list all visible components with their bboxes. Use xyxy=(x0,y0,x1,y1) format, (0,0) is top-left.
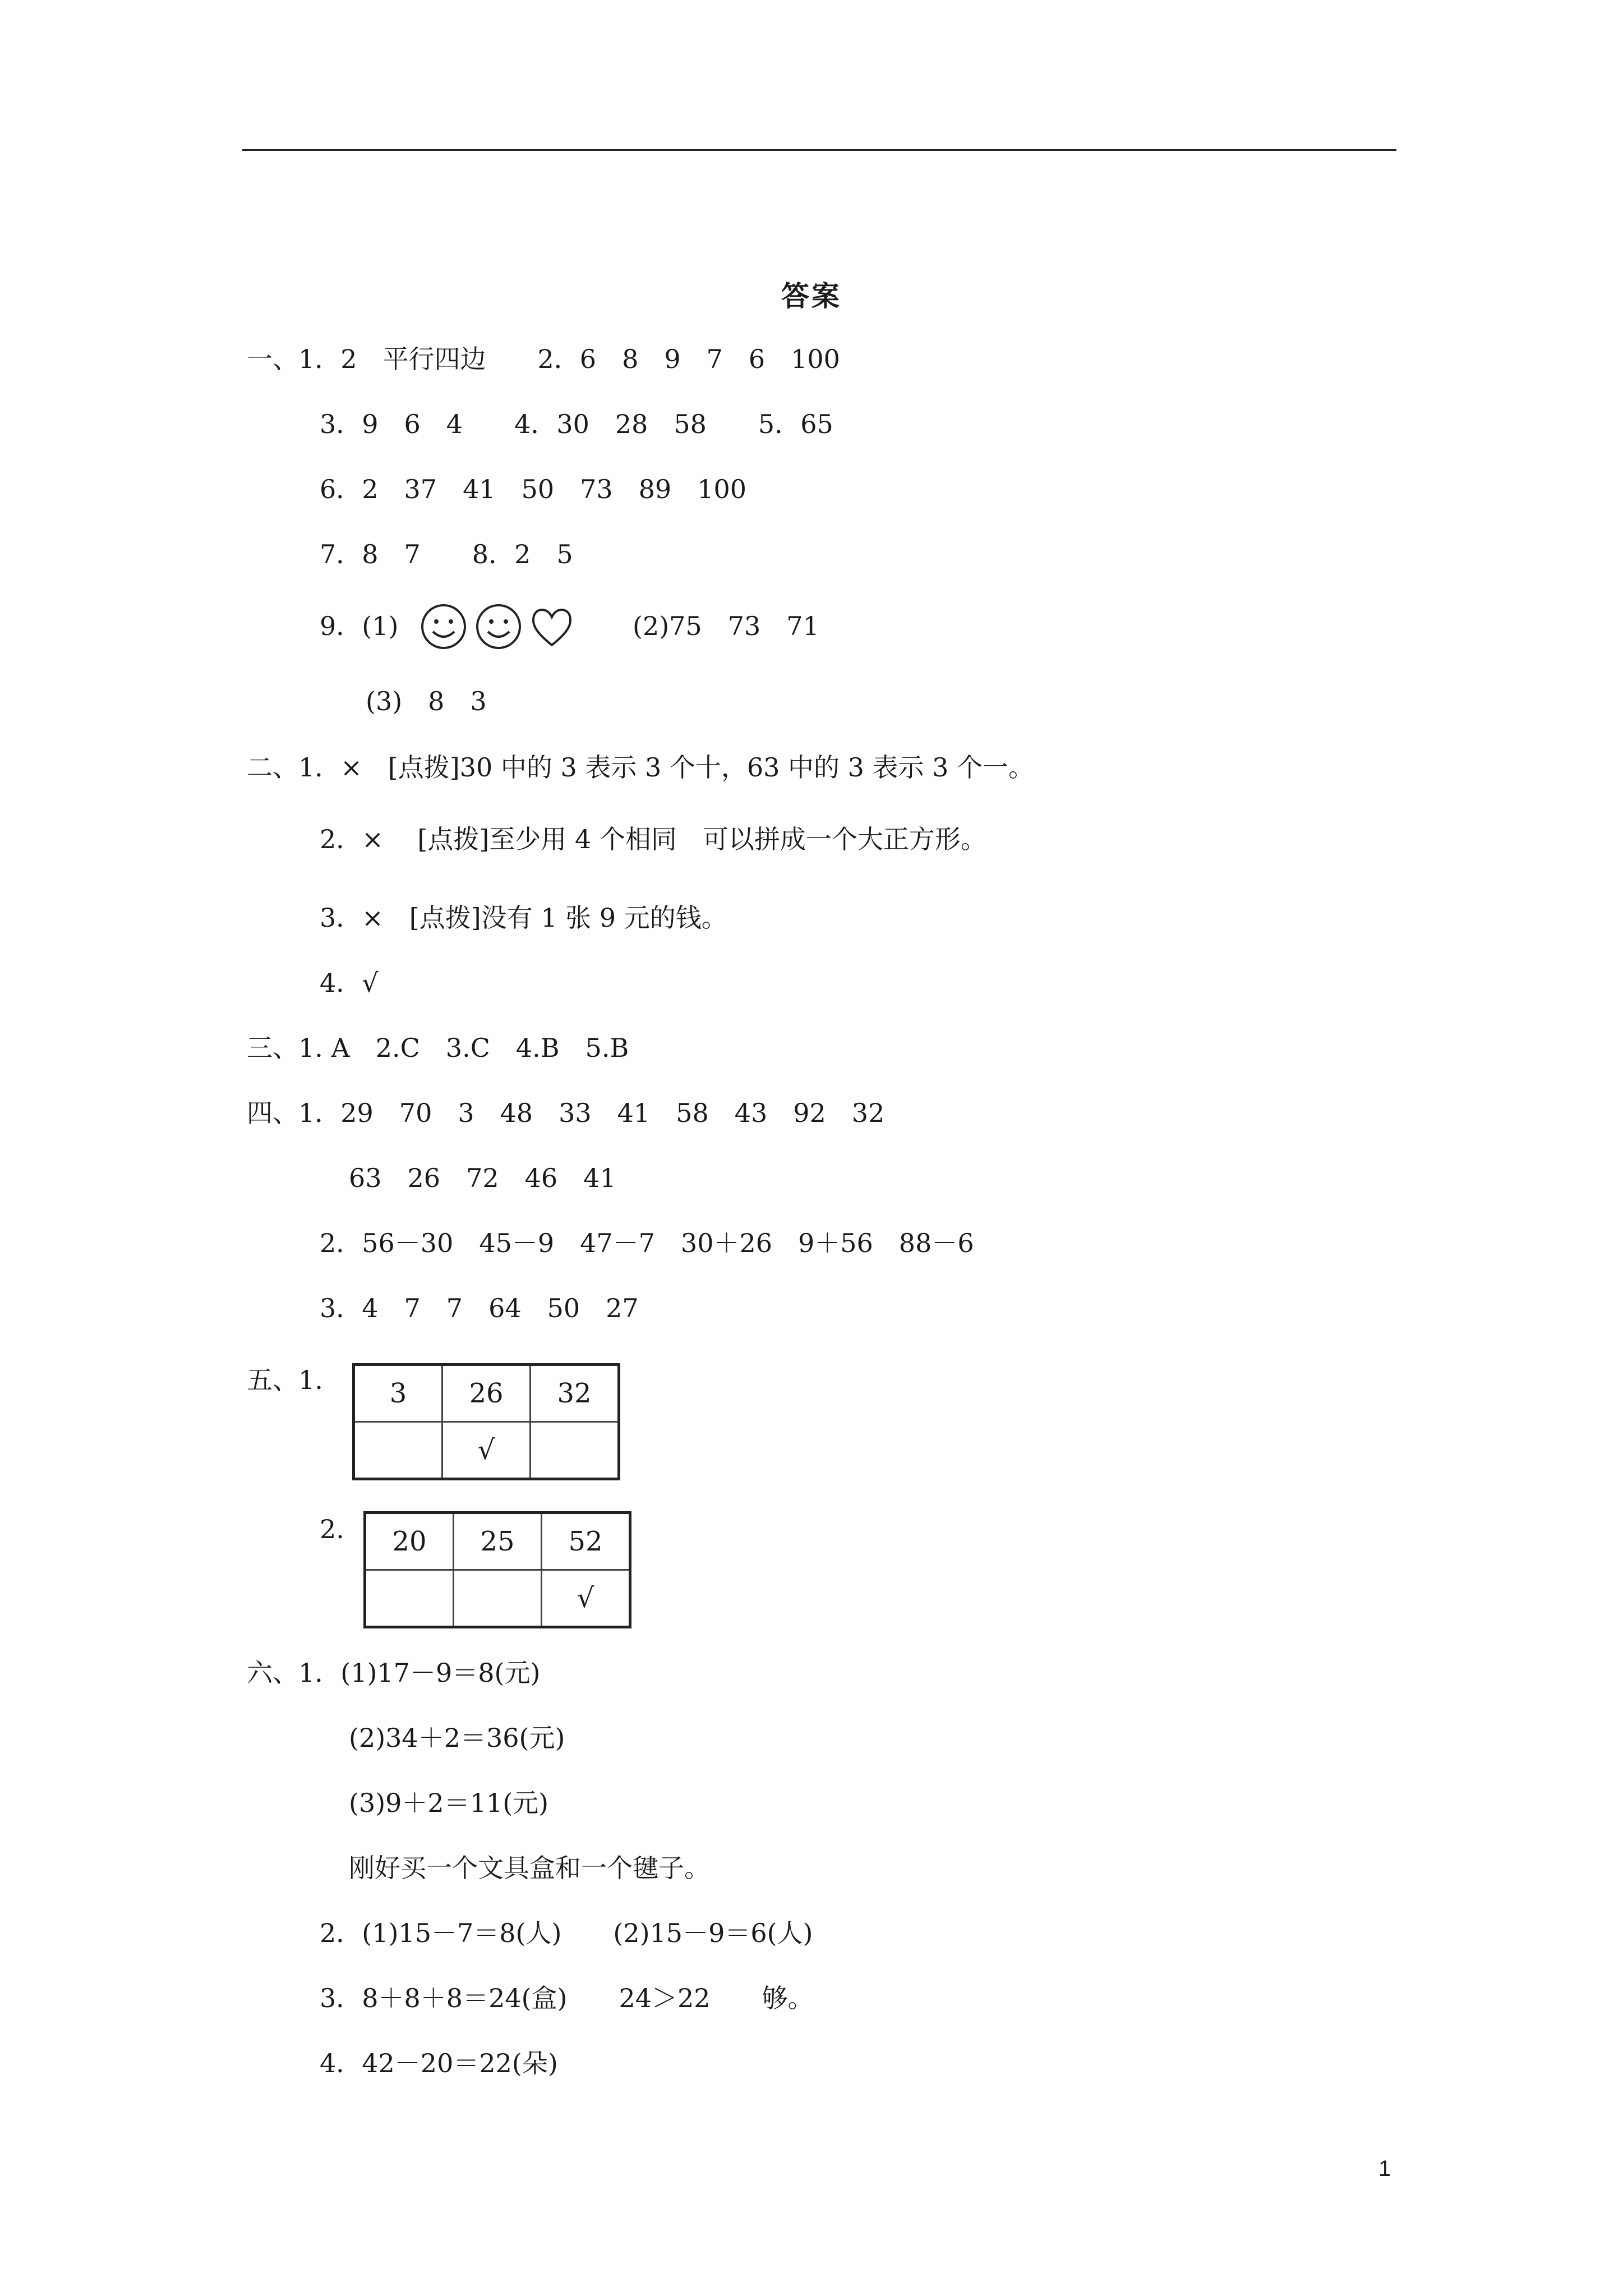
table-cell xyxy=(454,1570,542,1627)
answer-line-6-1c: (3)9＋2＝11(元) xyxy=(349,1788,549,1818)
answer-table-1 xyxy=(352,1363,620,1480)
answer-line-6-1a: 六、1．(1)17－9＝8(元) xyxy=(247,1658,541,1688)
answer-9-icons xyxy=(419,602,574,651)
table-cell xyxy=(531,1422,619,1479)
table-cell: 26 xyxy=(442,1365,531,1422)
table-cell: 20 xyxy=(365,1513,454,1570)
page-number: 1 xyxy=(1378,2156,1391,2181)
answer-label-5-2: 2. xyxy=(320,1514,344,1544)
table-row xyxy=(354,1365,619,1422)
answer-line-1-3: 3．9 6 4 4．30 28 58 5．65 xyxy=(320,409,833,439)
table-cell: 25 xyxy=(454,1513,542,1570)
answer-line-1-7: 7．8 7 8．2 5 xyxy=(320,539,573,569)
table-cell xyxy=(354,1422,442,1479)
table-cell: 3 xyxy=(354,1365,442,1422)
answer-line-6-1b: (2)34＋2＝36(元) xyxy=(349,1723,565,1753)
answer-line-1-9a: 9．(1) xyxy=(320,611,399,641)
table-cell: 32 xyxy=(531,1365,619,1422)
answer-line-1-6: 6．2 37 41 50 73 89 100 xyxy=(320,474,746,504)
answer-line-1-1: 一、1．2 平行四边 2．6 8 9 7 6 100 xyxy=(247,344,840,374)
table-row xyxy=(354,1422,619,1479)
table-cell: √ xyxy=(442,1422,531,1479)
answer-line-4-1a: 四、1．29 70 3 48 33 41 58 43 92 32 xyxy=(247,1098,885,1128)
answer-line-1-9c: (3) 8 3 xyxy=(366,686,487,716)
answer-line-6-1d: 刚好买一个文具盒和一个毽子。 xyxy=(349,1853,710,1883)
answer-line-6-3: 3．8＋8＋8＝24(盒) 24＞22 够。 xyxy=(320,1983,814,2013)
table-cell xyxy=(365,1570,454,1627)
answer-line-4-2: 2．56－30 45－9 47－7 30＋26 9＋56 88－6 xyxy=(320,1228,974,1258)
heart-icon xyxy=(529,602,574,651)
answer-line-3: 三、1. A 2.C 3.C 4.B 5.B xyxy=(247,1033,629,1063)
table-cell: 52 xyxy=(542,1513,630,1570)
header-rule xyxy=(242,149,1396,151)
answer-label-5-1: 五、1. xyxy=(247,1365,323,1395)
answer-line-4-3: 3．4 7 7 64 50 27 xyxy=(320,1293,639,1323)
answer-line-4-1b: 63 26 72 46 41 xyxy=(349,1163,616,1193)
answer-line-2-4: 4．√ xyxy=(320,968,379,998)
answer-line-6-4: 4．42－20＝22(朵) xyxy=(320,2048,558,2078)
answer-table-2 xyxy=(363,1511,631,1628)
answer-line-2-2: 2．× [点拨]至少用 4 个相同 可以拼成一个大正方形。 xyxy=(320,824,986,854)
page-title: 答案 xyxy=(781,279,842,312)
table-row xyxy=(365,1570,630,1627)
answer-line-1-9b: (2)75 73 71 xyxy=(633,611,819,641)
answer-line-6-2: 2．(1)15－7＝8(人) (2)15－9＝6(人) xyxy=(320,1918,813,1948)
answer-line-2-1: 二、1．× [点拨]30 中的 3 表示 3 个十，63 中的 3 表示 3 个一。 xyxy=(247,752,1035,783)
smiley-face-icon xyxy=(474,602,523,651)
answer-line-2-3: 3．× [点拨]没有 1 张 9 元的钱。 xyxy=(320,903,727,933)
smiley-face-icon xyxy=(419,602,468,651)
table-cell: √ xyxy=(542,1570,630,1627)
table-row xyxy=(365,1513,630,1570)
